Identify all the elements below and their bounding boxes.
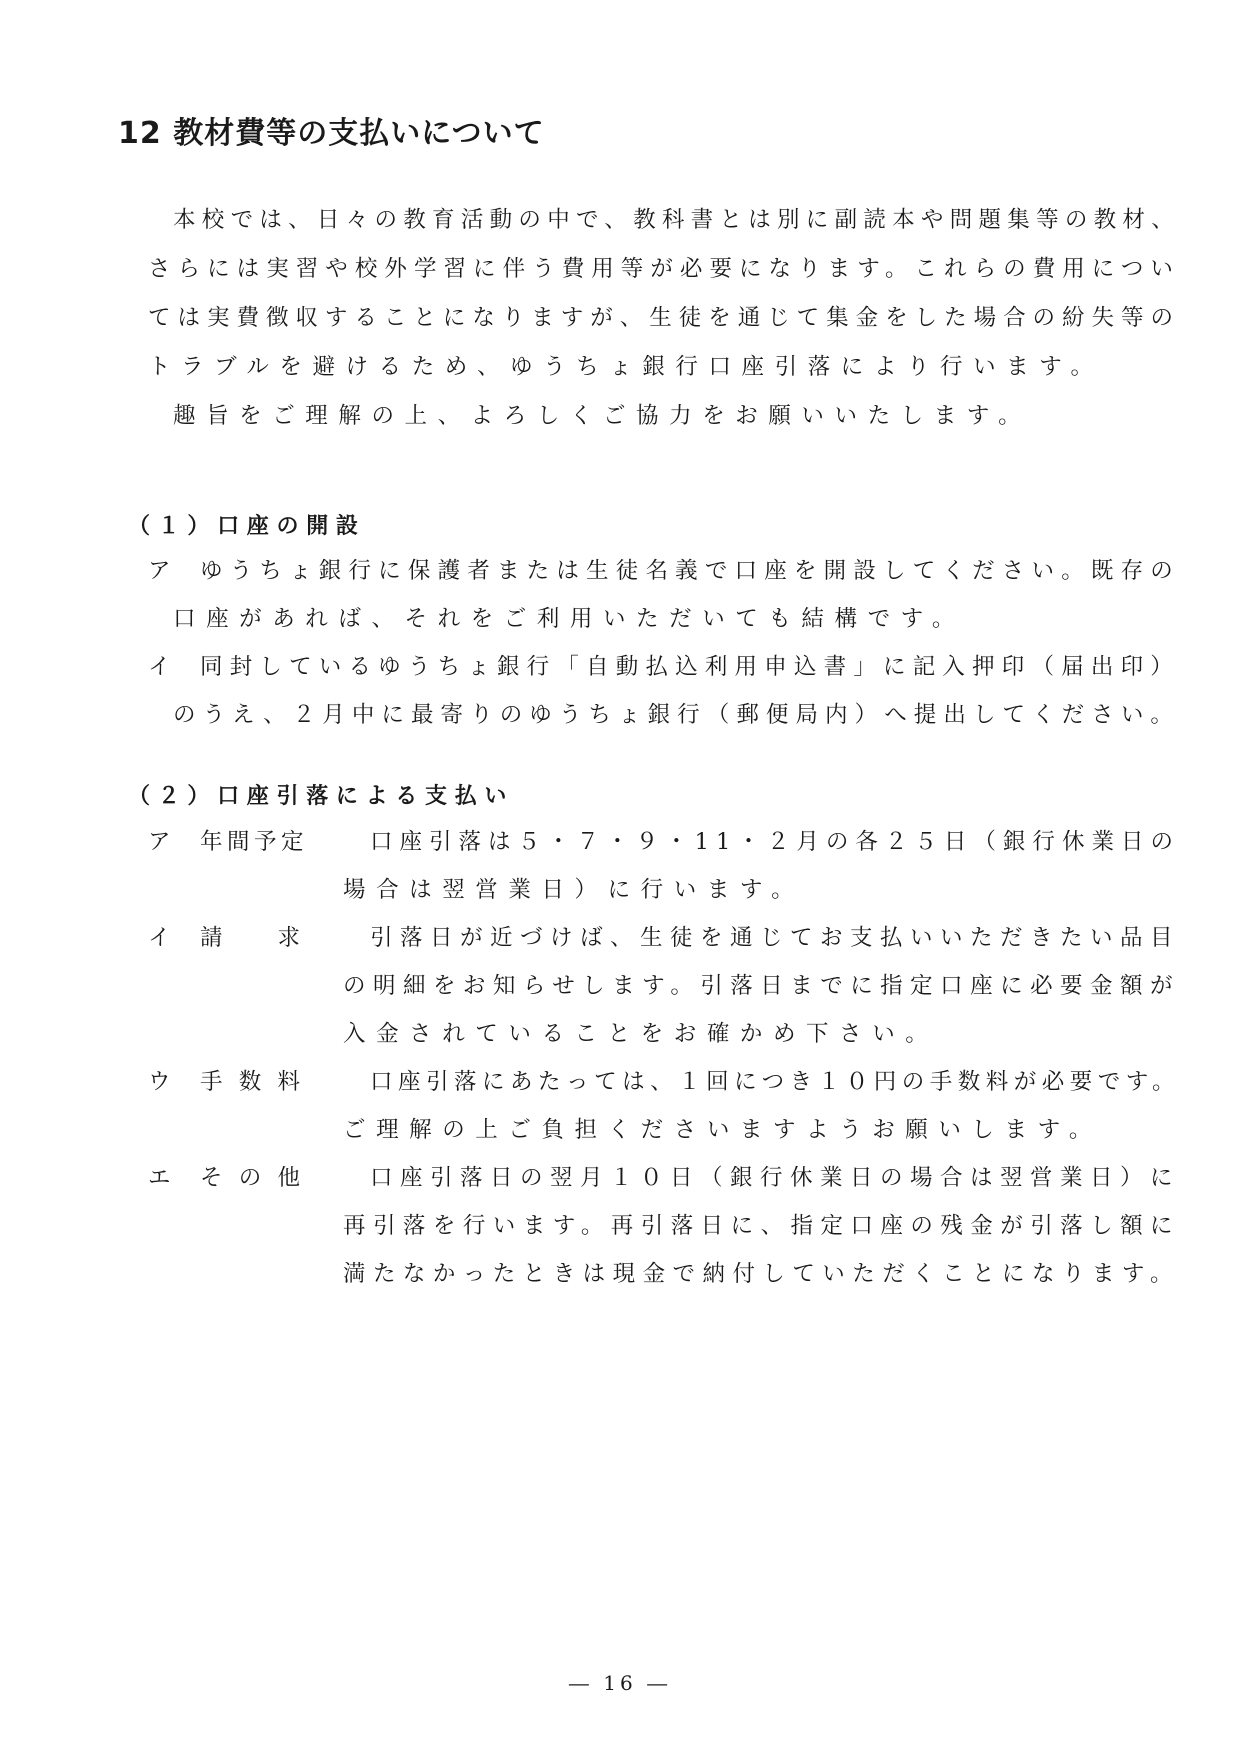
item-marker: イ bbox=[148, 925, 171, 951]
term-char: 手 bbox=[200, 1069, 223, 1095]
item-line: 口座があれば、それをご利用いただいても結構です。 bbox=[173, 606, 966, 632]
item-marker: ウ bbox=[148, 1069, 171, 1095]
intro-line-5: 趣旨をご理解の上、よろしくご協力をお願いいたします。 bbox=[173, 403, 1032, 429]
section2-heading: （２）口座引落による支払い bbox=[128, 784, 515, 809]
term-char: 求 bbox=[277, 925, 300, 951]
term-char: 数 bbox=[238, 1069, 262, 1095]
item-line: 再引落を行います。再引落日に、指定口座の残金が引落し額に bbox=[343, 1213, 1180, 1239]
item-line: のうえ、２月中に最寄りのゆうちょ銀行（郵便局内）へ提出してください。 bbox=[173, 702, 1180, 728]
term-char: の bbox=[238, 1165, 262, 1191]
item-term bbox=[200, 1167, 300, 1190]
item-line: 口座引落にあたっては、１回につき１０円の手数料が必要です。 bbox=[370, 1069, 1180, 1095]
item-term bbox=[200, 927, 300, 950]
item-line: 同封しているゆうちょ銀行「自動払込利用申込書」に記入押印（届出印） bbox=[200, 654, 1180, 680]
term-char: 他 bbox=[277, 1165, 300, 1191]
item-line: 入金されていることをお確かめ下さい。 bbox=[343, 1021, 939, 1047]
item-term: 年間予定 bbox=[200, 829, 309, 855]
section1-heading: （１）口座の開設 bbox=[128, 514, 366, 539]
intro-line-1: 本校では、日々の教育活動の中で、教科書とは別に副読本や問題集等の教材、 bbox=[173, 207, 1180, 233]
item-marker: ア bbox=[148, 829, 171, 855]
item-marker: ア bbox=[148, 558, 171, 584]
page-number: ― 16 ― bbox=[568, 1671, 672, 1695]
item-term bbox=[200, 1071, 300, 1094]
item-line: ご理解の上ご負担くださいますようお願いします。 bbox=[343, 1117, 1102, 1143]
item-line: の明細をお知らせします。引落日までに指定口座に必要金額が bbox=[343, 973, 1180, 999]
term-char: そ bbox=[200, 1165, 223, 1191]
item-marker: イ bbox=[148, 654, 171, 680]
term-char: 料 bbox=[277, 1069, 300, 1095]
section-title: 12 教材費等の支払いについて bbox=[118, 116, 545, 151]
item-marker: エ bbox=[148, 1165, 171, 1191]
item-line: ゆうちょ銀行に保護者または生徒名義で口座を開設してください。既存の bbox=[200, 558, 1180, 584]
intro-line-4: トラブルを避けるため、ゆうちょ銀行口座引落により行います。 bbox=[148, 354, 1104, 380]
item-line: 場合は翌営業日）に行います。 bbox=[343, 877, 805, 903]
intro-line-3: ては実費徴収することになりますが、生徒を通じて集金をした場合の紛失等の bbox=[148, 305, 1180, 331]
item-line: 満たなかったときは現金で納付していただくことになります。 bbox=[343, 1261, 1180, 1287]
item-line: 引落日が近づけば、生徒を通じてお支払いいただきたい品目 bbox=[370, 925, 1180, 951]
term-char: 請 bbox=[200, 925, 223, 951]
intro-line-2: さらには実習や校外学習に伴う費用等が必要になります。これらの費用につい bbox=[148, 256, 1180, 282]
item-line: 口座引落日の翌月１０日（銀行休業日の場合は翌営業日）に bbox=[370, 1165, 1180, 1191]
item-line: 口座引落は５・７・９・11・２月の各２５日（銀行休業日の bbox=[370, 829, 1180, 855]
